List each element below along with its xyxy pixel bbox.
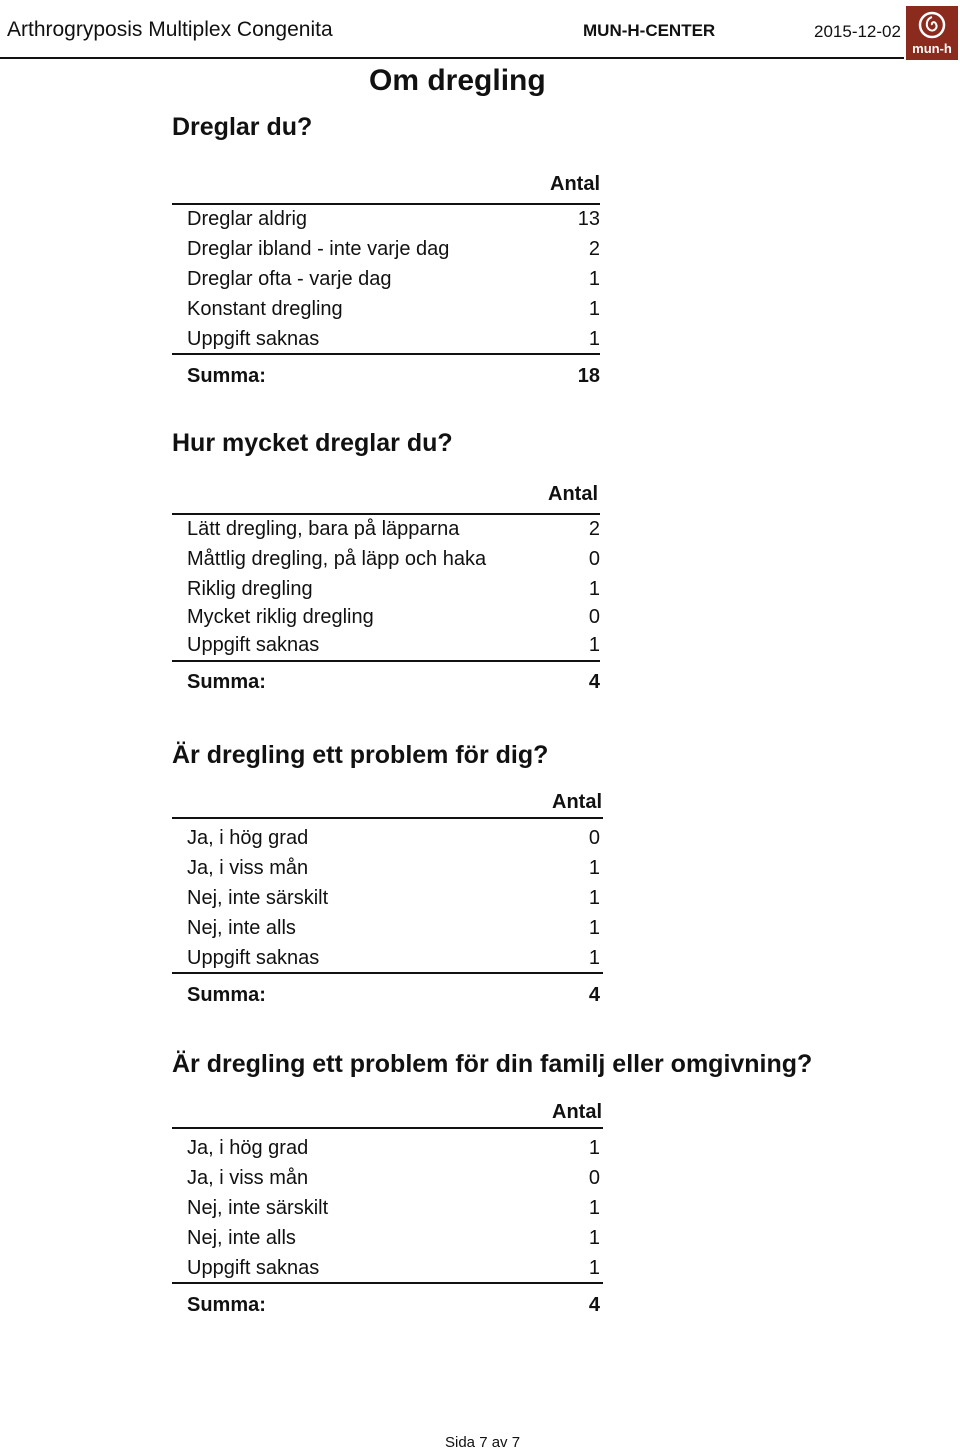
table-row: [187, 857, 600, 887]
row-label: Lätt dregling, bara på läpparna: [187, 518, 460, 540]
table-top-rule: [172, 513, 600, 515]
sum-row: [187, 671, 600, 701]
row-label: Uppgift saknas: [187, 634, 320, 656]
sum-row: [187, 1294, 600, 1324]
sum-value: 4: [588, 1294, 600, 1316]
table-row: [187, 1167, 600, 1197]
table-row: [187, 917, 600, 947]
row-value: 1: [588, 947, 600, 969]
table-row: [187, 298, 600, 328]
column-header-antal: Antal: [552, 1101, 602, 1123]
frequency-table: [172, 483, 602, 703]
table-top-rule: [172, 1127, 603, 1129]
sum-label: Summa:: [187, 984, 266, 1006]
sum-label: Summa:: [187, 365, 266, 387]
table-row: [187, 518, 600, 548]
row-value: 1: [588, 298, 600, 320]
table-bottom-rule: [172, 660, 600, 662]
row-value: 1: [588, 1137, 600, 1159]
frequency-table: [172, 173, 602, 393]
section-title: Är dregling ett problem för din familj eller omgivning?: [172, 1050, 813, 1078]
table-row: [187, 887, 600, 917]
page-header: [0, 0, 960, 62]
center-name: MUN-H-CENTER: [583, 21, 716, 40]
logo-swirl-icon: [917, 10, 947, 40]
table-row: [187, 208, 600, 238]
row-value: 1: [588, 917, 600, 939]
column-header-antal: Antal: [552, 791, 602, 813]
sum-value: 4: [588, 671, 600, 693]
sum-row: [187, 365, 600, 395]
table-bottom-rule: [172, 972, 603, 974]
sum-row: [187, 984, 600, 1014]
table-row: [187, 1137, 600, 1167]
row-label: Nej, inte alls: [187, 1227, 296, 1249]
row-value: 2: [588, 238, 600, 260]
frequency-table: [172, 791, 602, 1011]
table-bottom-rule: [172, 1282, 603, 1284]
column-header-antal: Antal: [548, 483, 598, 505]
row-label: Nej, inte alls: [187, 917, 296, 939]
row-value: 1: [588, 1227, 600, 1249]
table-row: [187, 548, 600, 578]
sum-value: 18: [577, 365, 600, 387]
page-number: Sida 7 av 7: [445, 1434, 521, 1451]
row-label: Uppgift saknas: [187, 328, 320, 350]
logo-text: mun-h: [912, 41, 952, 56]
table-bottom-rule: [172, 353, 600, 355]
row-value: 1: [588, 328, 600, 350]
table-row: [187, 606, 600, 636]
row-value: 1: [588, 578, 600, 600]
table-top-rule: [172, 817, 603, 819]
table-row: [187, 578, 600, 608]
sum-label: Summa:: [187, 671, 266, 693]
header-divider: [0, 57, 904, 59]
row-label: Dreglar ibland - inte varje dag: [187, 238, 450, 260]
table-row: [187, 1197, 600, 1227]
section-title: Dreglar du?: [172, 113, 313, 141]
row-value: 0: [588, 548, 600, 570]
section-title: Är dregling ett problem för dig?: [172, 741, 549, 769]
column-header-antal: Antal: [550, 173, 600, 195]
row-value: 0: [588, 827, 600, 849]
table-top-rule: [172, 203, 600, 205]
row-label: Ja, i viss mån: [187, 857, 309, 879]
row-value: 1: [588, 857, 600, 879]
row-label: Ja, i viss mån: [187, 1167, 309, 1189]
row-value: 0: [588, 606, 600, 628]
row-label: Konstant dregling: [187, 298, 343, 320]
row-label: Dreglar ofta - varje dag: [187, 268, 392, 290]
row-label: Ja, i hög grad: [187, 1137, 309, 1159]
row-value: 13: [577, 208, 600, 230]
table-row: [187, 827, 600, 857]
frequency-table: [172, 1101, 602, 1321]
document-title: Arthrogryposis Multiplex Congenita: [7, 18, 333, 41]
row-value: 1: [588, 1257, 600, 1279]
table-row: [187, 238, 600, 268]
row-value: 1: [588, 1197, 600, 1219]
sum-label: Summa:: [187, 1294, 266, 1316]
table-row: [187, 268, 600, 298]
row-label: Riklig dregling: [187, 578, 313, 600]
row-value: 1: [588, 634, 600, 656]
sum-value: 4: [588, 984, 600, 1006]
mun-h-logo: [906, 6, 958, 60]
row-value: 2: [588, 518, 600, 540]
row-label: Nej, inte särskilt: [187, 1197, 329, 1219]
row-label: Mycket riklig dregling: [187, 606, 374, 628]
row-label: Dreglar aldrig: [187, 208, 308, 230]
row-value: 1: [588, 887, 600, 909]
row-label: Måttlig dregling, på läpp och haka: [187, 548, 487, 570]
document-date: 2015-12-02: [814, 22, 901, 41]
page-title: Om dregling: [369, 64, 546, 97]
row-value: 0: [588, 1167, 600, 1189]
row-label: Ja, i hög grad: [187, 827, 309, 849]
section-title: Hur mycket dreglar du?: [172, 429, 453, 457]
row-label: Uppgift saknas: [187, 1257, 320, 1279]
row-value: 1: [588, 268, 600, 290]
row-label: Nej, inte särskilt: [187, 887, 329, 909]
table-row: [187, 1227, 600, 1257]
row-label: Uppgift saknas: [187, 947, 320, 969]
